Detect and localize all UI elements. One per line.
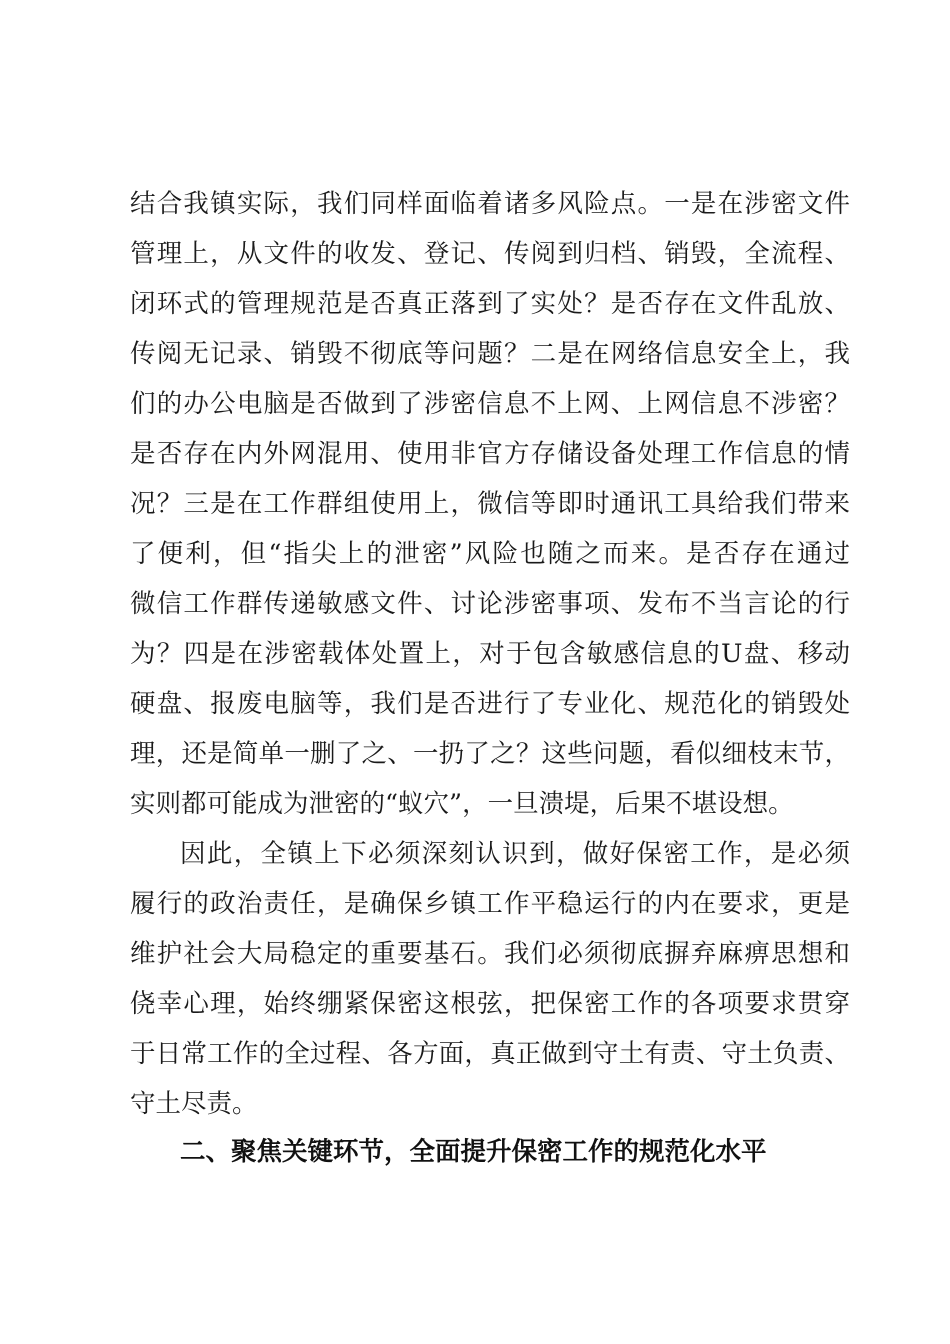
paragraph-line: 履行的政治责任，是确保乡镇工作平稳运行的内在要求，更是 (130, 889, 850, 919)
paragraph-line: 理，还是简单一删了之、一扔了之？这些问题，看似细枝末节， (130, 739, 850, 769)
paragraph-line: 闭环式的管理规范是否真正落到了实处？是否存在文件乱放、 (130, 289, 850, 319)
paragraph-line: 守土尽责。 (130, 1089, 258, 1119)
paragraph-line: 们的办公电脑是否做到了涉密信息不上网、上网信息不涉密？ (130, 389, 850, 419)
paragraph-line: 况？三是在工作群组使用上，微信等即时通讯工具给我们带来 (130, 489, 850, 519)
paragraph-line: 微信工作群传递敏感文件、讨论涉密事项、发布不当言论的行 (130, 589, 850, 619)
paragraph-line: 结合我镇实际，我们同样面临着诸多风险点。一是在涉密文件 (130, 189, 850, 219)
paragraph-line: 管理上，从文件的收发、登记、传阅到归档、销毁，全流程、 (130, 239, 850, 269)
section-heading: 二、聚焦关键环节，全面提升保密工作的规范化水平 (180, 1137, 767, 1167)
paragraph-line: 硬盘、报废电脑等，我们是否进行了专业化、规范化的销毁处 (130, 689, 850, 719)
paragraph-line: 传阅无记录、销毁不彻底等问题？二是在网络信息安全上，我 (130, 339, 850, 369)
paragraph-line: 于日常工作的全过程、各方面，真正做到守土有责、守土负责、 (130, 1039, 850, 1069)
paragraph-line: 侥幸心理，始终绷紧保密这根弦，把保密工作的各项要求贯穿 (130, 989, 850, 1019)
paragraph-line: 是否存在内外网混用、使用非官方存储设备处理工作信息的情 (130, 439, 850, 469)
paragraph-line: 为？四是在涉密载体处置上，对于包含敏感信息的U盘、移动 (130, 639, 850, 669)
paragraph-line: 因此，全镇上下必须深刻认识到，做好保密工作，是必须 (180, 839, 850, 869)
paragraph-line: 维护社会大局稳定的重要基石。我们必须彻底摒弃麻痹思想和 (130, 939, 850, 969)
paragraph-line: 实则都可能成为泄密的“蚁穴”，一旦溃堤，后果不堪设想。 (130, 789, 794, 819)
paragraph-line: 了便利，但“指尖上的泄密”风险也随之而来。是否存在通过 (130, 539, 850, 569)
